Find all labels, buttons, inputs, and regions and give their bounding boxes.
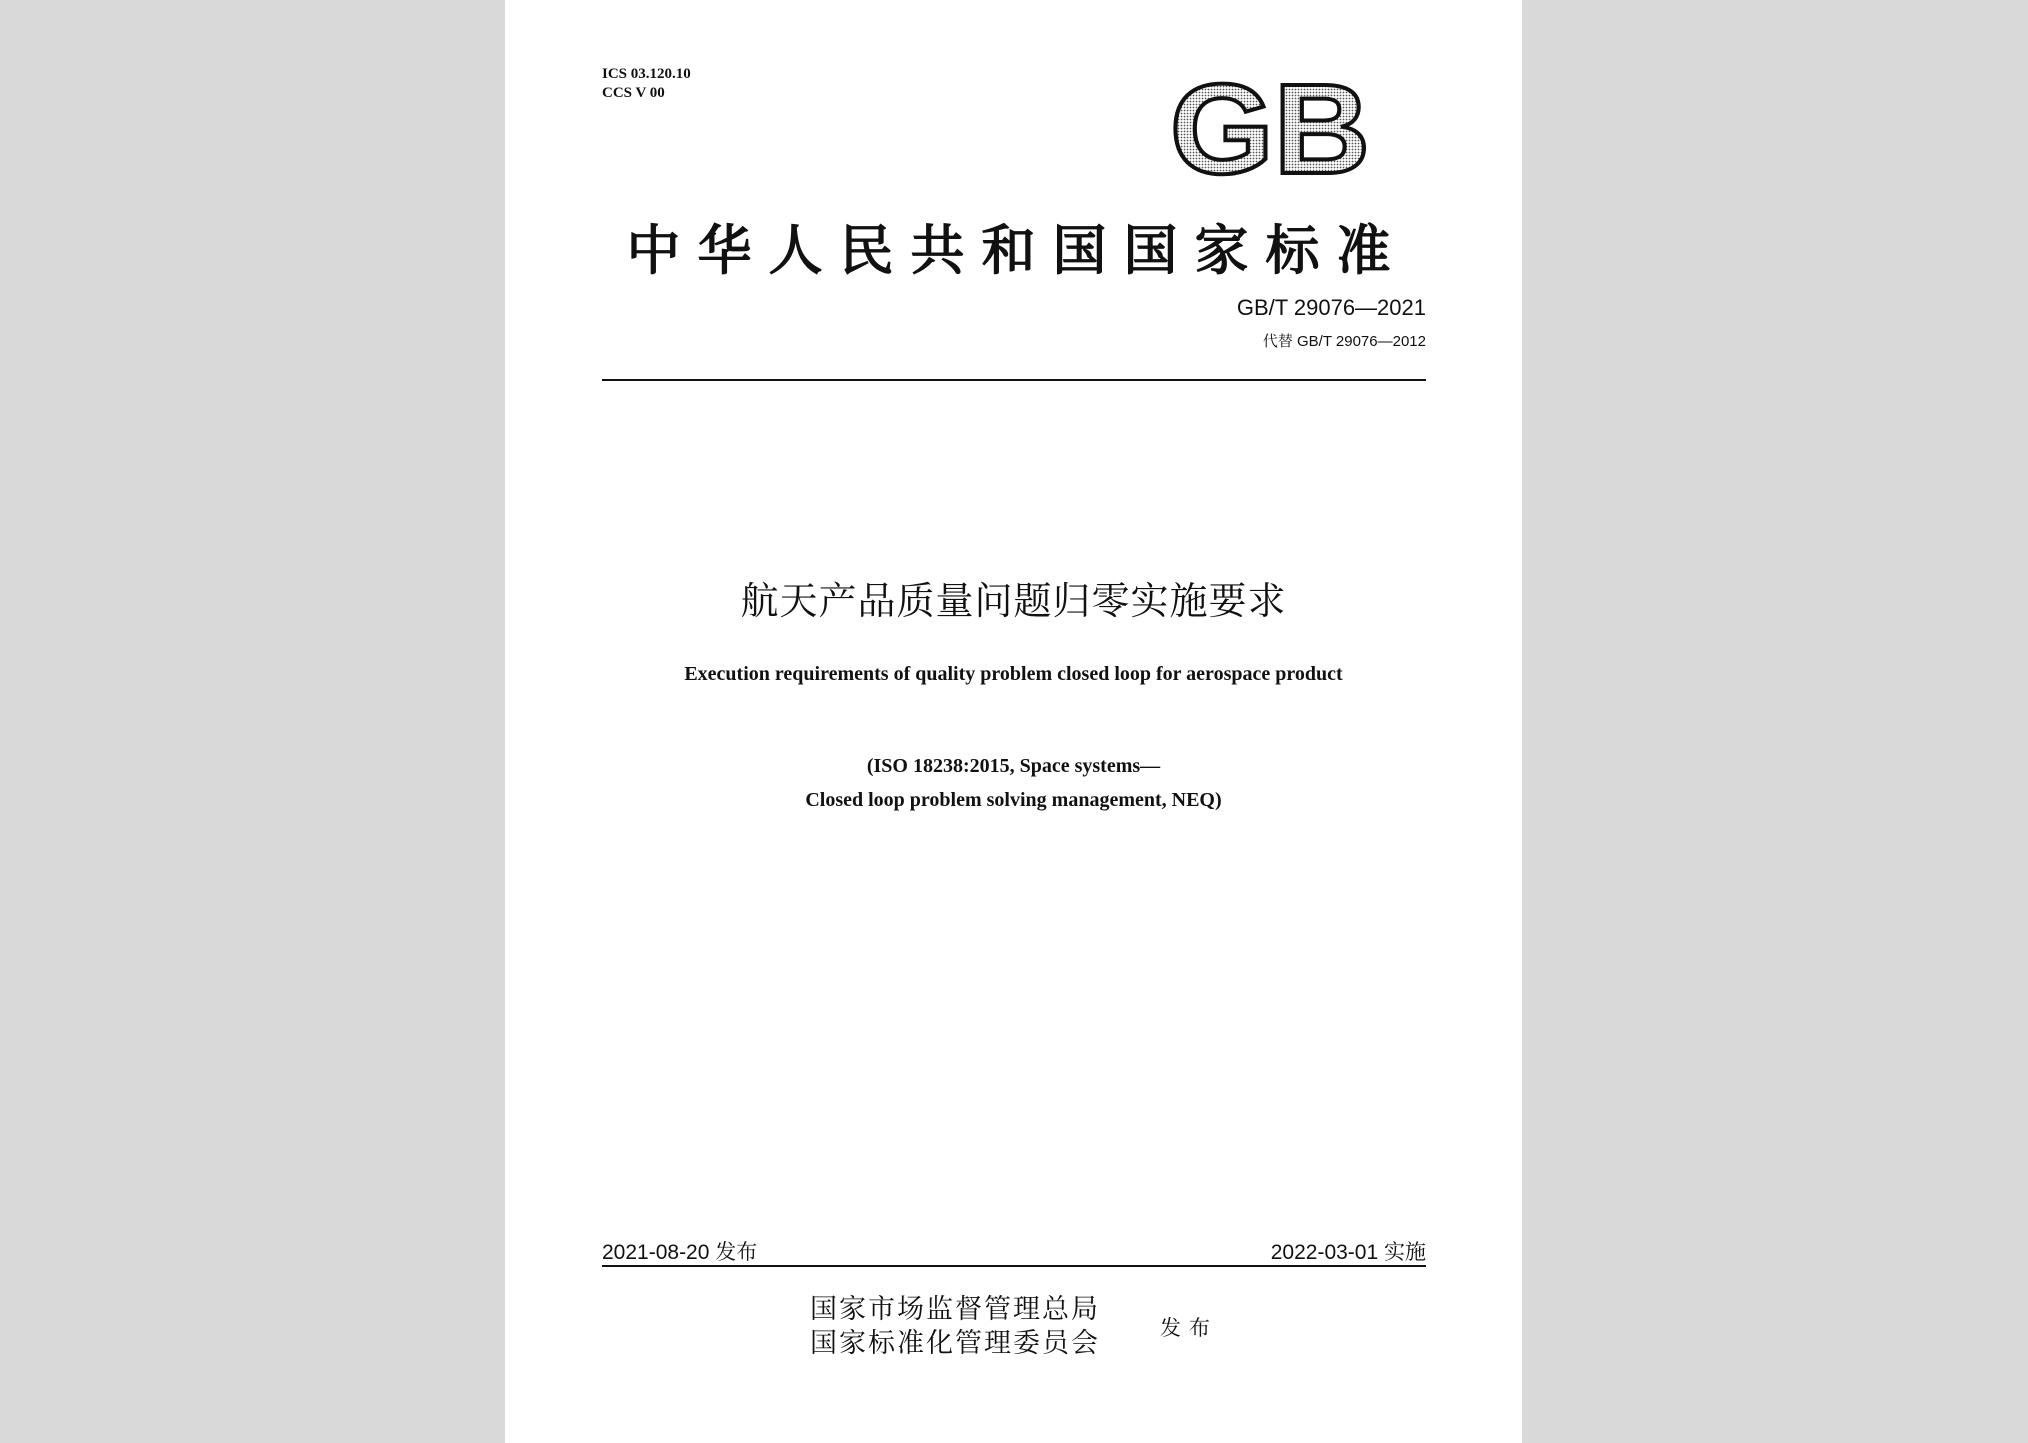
effective-date: 2022-03-01 实施 (1270, 1241, 1426, 1264)
publish-date: 2021-08-20 发布 (602, 1241, 758, 1264)
issuer-sac: 国家标准化管理委员会 (810, 1328, 1100, 1359)
reference-line-2: Closed loop problem solving management, NEQ) (805, 789, 1222, 811)
ics-code: ICS 03.120.10 (602, 66, 691, 82)
classification-codes (602, 65, 691, 103)
replaces-standard: 代替 GB/T 29076—2012 (1262, 333, 1426, 350)
gb-logo-text: GB (1170, 73, 1370, 183)
issue-label: 发布 (1160, 1316, 1218, 1340)
document-page (505, 0, 1522, 1443)
top-divider (602, 379, 1426, 381)
reference-line-1: (ISO 18238:2015, Space systems— (866, 755, 1161, 777)
issuer-samr: 国家市场监督管理总局 (810, 1294, 1100, 1325)
title-chinese: 航天产品质量问题归零实施要求 (740, 579, 1287, 623)
standard-header: 中华人民共和国国家标准 (626, 218, 1408, 282)
bottom-divider (602, 1265, 1426, 1267)
standard-number: GB/T 29076—2021 (1236, 295, 1426, 320)
title-english: Execution requirements of quality problem closed loop for aerospace product (684, 663, 1343, 685)
issuing-authorities (810, 1293, 1100, 1361)
gb-logo (1168, 73, 1373, 183)
ccs-code: CCS V 00 (602, 85, 665, 101)
